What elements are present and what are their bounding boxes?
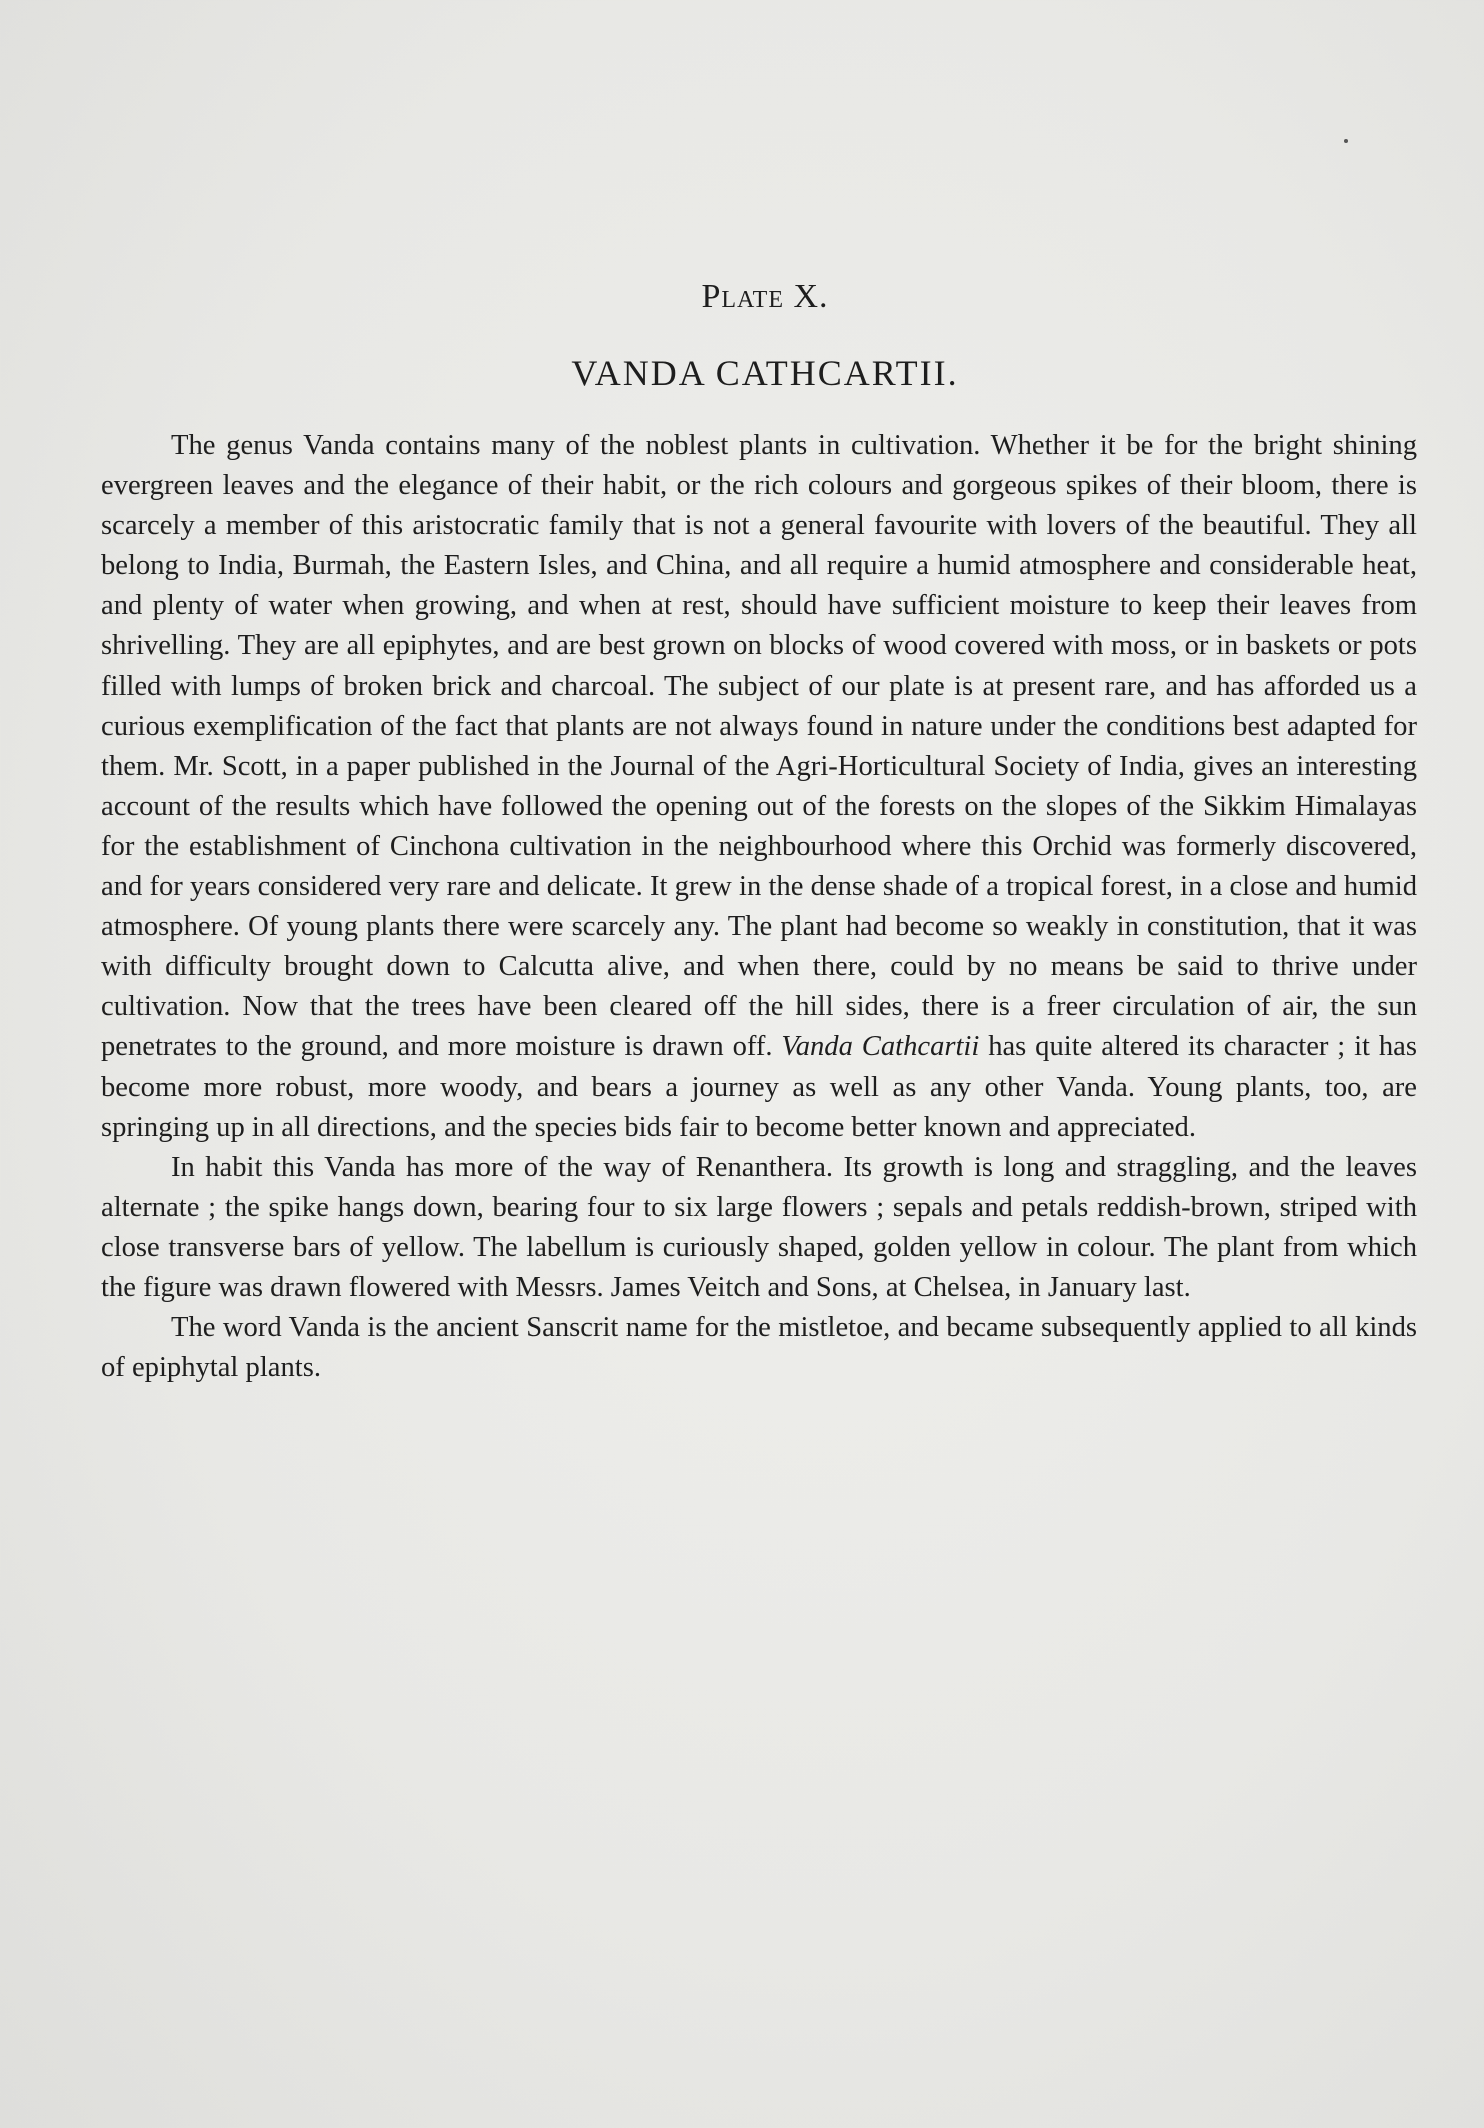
paragraph-3: The word Vanda is the ancient Sanscrit name for the mistletoe, and became subsequently applied to all kinds of epiphytal plants.: [101, 1312, 1417, 1384]
species-title: VANDA CATHCARTII.: [571, 353, 959, 393]
paragraph-1: [101, 426, 1417, 1148]
paragraph-1-text-start: The genus Vanda contains many of the noblest plants in cultivation. Whether it be for the bright shining evergreen leaves and the elegance of their habit, or the rich colours and gorgeous spikes of their bloom, there is scarcely a member of this aristocratic family that is not a general favourite with lovers of the beautiful. They all belong to India, Burmah, the Eastern Isles, and China, and all require a humid atmosphere and considerable heat, and plenty of water when growing, and when at rest, should have sufficient moisture to keep their leaves from shrivelling. They are all epiphytes, and are best grown on blocks of wood covered with moss, or in baskets or pots filled with lumps of broken brick and charcoal. The subject of our plate is at present rare, and has afforded us a curious exemplification of the fact that plants are not always found in nature under the conditions best adapted for them. Mr. Scott, in a paper published in the Journal of the Agri-Horticultural Society of India, gives an interesting account of the results which have followed the opening out of the forests on the slopes of the Sikkim Himalayas for the establishment of Cinchona cultivation in the neighbourhood where this Orchid was formerly discovered, and for years considered very rare and delicate. It grew in the dense shade of a tropical forest, in a close and humid atmosphere. Of young plants there were scarcely any. The plant had become so weakly in constitution, that it was with difficulty brought down to Calcutta alive, and when there, could by no means be said to thrive under cultivation. Now that the trees have been cleared off the hill sides, there is a freer circulation of air, the sun penetrates to the ground, and more moisture is drawn off.: [101, 430, 1417, 1063]
plate-heading: Plate X.: [701, 278, 829, 315]
species-name-italic: Vanda Cathcartii: [781, 1031, 980, 1063]
paragraph-1-text-end: has quite altered its character ; it has become more robust, more woody, and bears a journey as well as any other Vanda. Young plants, too, are springing up in all directions, and the species bids fair to become better known and appreciated.: [101, 1031, 1417, 1143]
article-body: [101, 426, 1417, 1388]
paragraph-2: In habit this Vanda has more of the way of Renanthera. Its growth is long and straggling, and the leaves alternate ; the spike hangs down, bearing four to six large flowers ; sepals and petals reddish-brown, striped with close transverse bars of yellow. The labellum is curiously shaped, golden yellow in colour. The plant from which the figure was drawn flowered with Messrs. James Veitch and Sons, at Chelsea, in January last.: [101, 1151, 1417, 1303]
paper-speck: [1344, 139, 1348, 143]
